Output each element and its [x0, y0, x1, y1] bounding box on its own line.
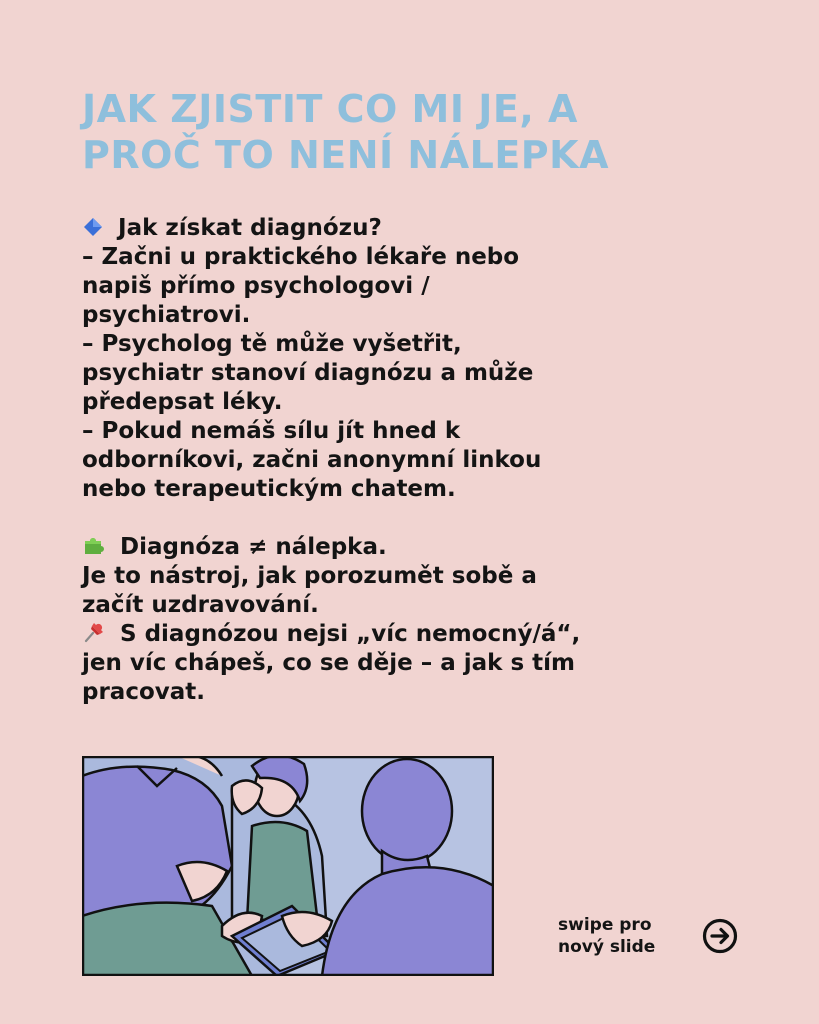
- page-title: [82, 86, 762, 178]
- text-line: psychiatr stanoví diagnózu a může: [82, 360, 534, 386]
- text-line: nebo terapeutickým chatem.: [82, 476, 456, 502]
- swipe-label-line-2: nový slide: [558, 937, 656, 957]
- text-line: odborníkovi, začni anonymní linkou: [82, 447, 542, 473]
- section-heading-text: Jak získat diagnózu?: [118, 215, 382, 241]
- pinned-line-text: S diagnózou nejsi „víc nemocný/á“,: [120, 621, 581, 647]
- pushpin-icon: [82, 620, 106, 644]
- text-line: jen víc chápeš, co se děje – a jak s tím: [82, 650, 575, 676]
- section-heading-text: Diagnóza ≠ nálepka.: [120, 534, 387, 560]
- paragraph-gap: [82, 504, 732, 533]
- text-line: – Začni u praktického lékaře nebo: [82, 244, 520, 270]
- text-line: Je to nástroj, jak porozumět sobě a: [82, 563, 537, 589]
- title-line-2: PROČ TO NENÍ NÁLEPKA: [82, 133, 610, 177]
- title-line-1: JAK ZJISTIT CO MI JE, A: [82, 87, 578, 131]
- blue-diamond-icon: [82, 216, 104, 238]
- text-line: pracovat.: [82, 679, 206, 705]
- therapy-session-illustration: [82, 756, 494, 976]
- text-line: napiš přímo psychologovi /: [82, 273, 430, 299]
- text-line: – Pokud nemáš sílu jít hned k: [82, 418, 461, 444]
- arrow-right-circle-icon[interactable]: [702, 918, 738, 954]
- main-text: [82, 214, 732, 707]
- puzzle-piece-icon: [82, 533, 106, 557]
- text-line: psychiatrovi.: [82, 302, 251, 328]
- swipe-label: [558, 914, 688, 958]
- section-heading-label: [82, 533, 732, 562]
- text-line: začít uzdravování.: [82, 592, 319, 618]
- swipe-hint[interactable]: [558, 914, 738, 958]
- section-heading-diagnosis: [82, 214, 732, 243]
- pinned-line: [82, 620, 732, 649]
- text-line: – Psycholog tě může vyšetřit,: [82, 331, 462, 357]
- swipe-label-line-1: swipe pro: [558, 915, 652, 935]
- text-line: předepsat léky.: [82, 389, 283, 415]
